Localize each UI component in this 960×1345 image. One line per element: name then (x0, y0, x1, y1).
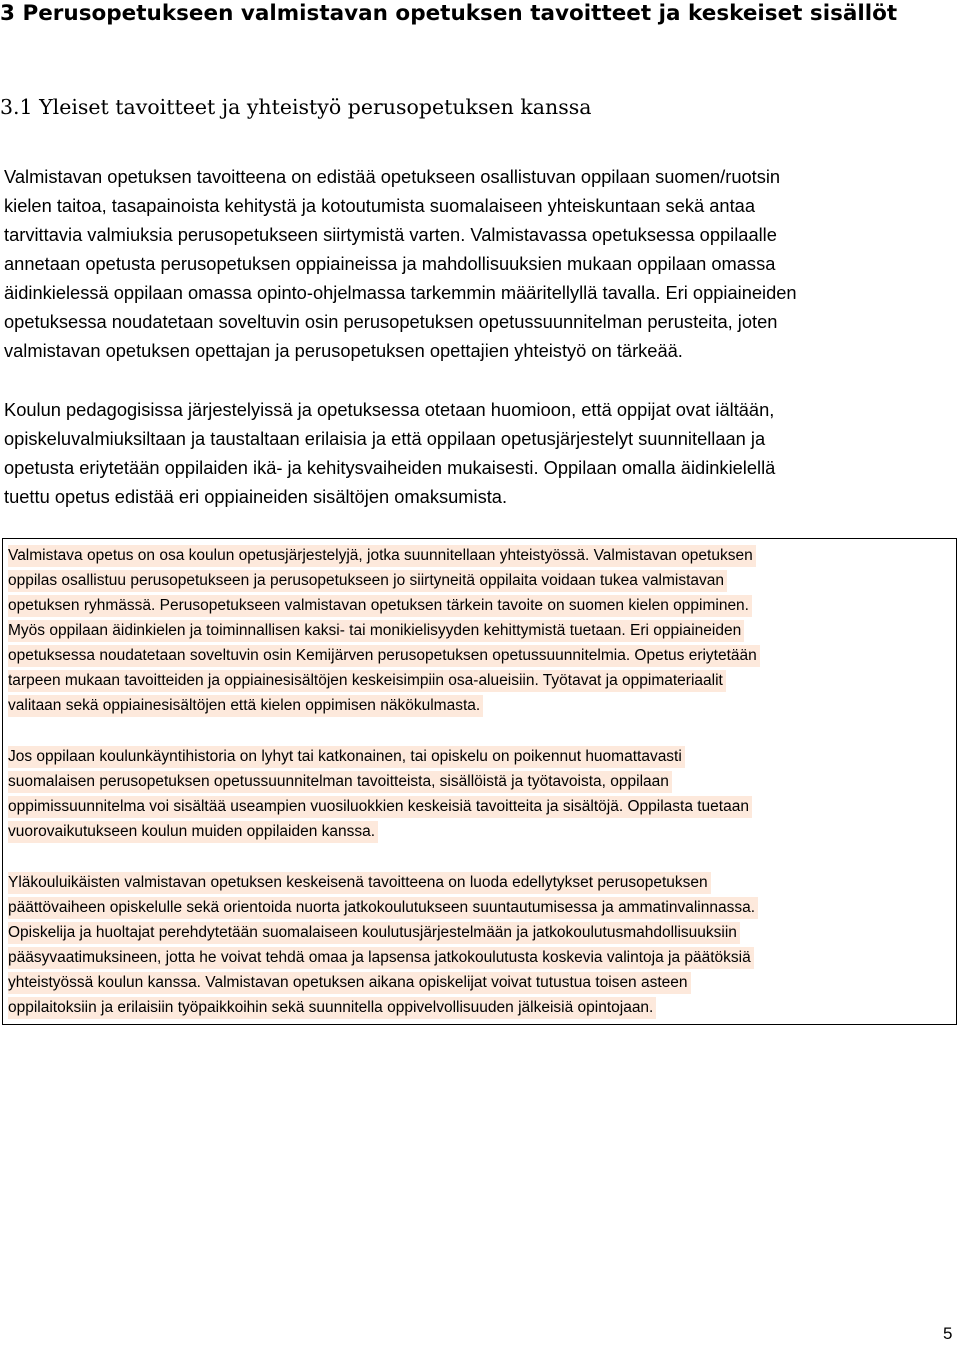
paragraph-line: äidinkielessä oppilaan omassa opinto-ohjelmassa tarkemmin määritellyllä tavalla. Eri oppiaineiden (4, 282, 797, 303)
paragraph-line: opiskeluvalmiuksiltaan ja taustaltaan erilaisia ja että oppilaan opetusjärjestelyt suunnitellaan ja (4, 428, 766, 449)
highlighted-line: valitaan sekä oppiainesisältöjen että kielen oppimisen näkökulmasta. (8, 695, 483, 717)
highlighted-line: Jos oppilaan koulunkäyntihistoria on lyhyt tai katkonainen, tai opiskelu on poikennut huomattavasti (8, 746, 685, 768)
paragraph-line: valmistavan opetuksen opettajan ja perusopetuksen opettajien yhteistyö on tärkeää. (4, 340, 683, 361)
page-number: 5 (943, 1324, 953, 1343)
paragraph-line: opetuksessa noudatetaan soveltuvin osin perusopetuksen opetussuunnitelman perusteita, joten (4, 311, 778, 332)
paragraph-line: Koulun pedagogisissa järjestelyissä ja opetuksessa otetaan huomioon, että oppijat ovat iältään, (4, 399, 775, 420)
paragraph-line: kielen taitoa, tasapainoista kehitystä ja kotoutumista suomalaiseen yhteiskuntaan sekä antaa (4, 195, 756, 216)
highlighted-line: Yläkouluikäisten valmistavan opetuksen keskeisenä tavoitteena on luoda edellytykset perusopetuksen (8, 872, 711, 894)
highlighted-line: Opiskelija ja huoltajat perehdytetään suomalaiseen koulutusjärjestelmään ja jatkokoulutusmahdollisuuksiin (8, 922, 740, 944)
highlighted-line: päättövaiheen opiskelulle sekä orientoida nuorta jatkokoulutukseen suuntautumisessa ja ammatinvalinnassa. (8, 897, 758, 919)
highlighted-line: yhteistyössä koulun kanssa. Valmistavan opetuksen aikana opiskelijat voivat tutustua toisen asteen (8, 972, 691, 994)
highlighted-line: pääsyvaatimuksineen, jotta he voivat tehdä omaa ja lapsensa jatkokoulutusta koskevia valintoja ja päätöksiä (8, 947, 754, 969)
highlighted-line: oppimissuunnitelma voi sisältää useampien vuosiluokkien keskeisiä tavoitteita ja sisältöjä. Oppilasta tuetaan (8, 796, 752, 818)
highlighted-line: Myös oppilaan äidinkielen ja toiminnallisen kaksi- tai monikielisyyden kehittymistä tuetaan. Eri oppiaineiden (8, 620, 744, 642)
paragraph-line: annetaan opetusta perusopetuksen oppiaineissa ja mahdollisuuksien mukaan oppilaan omassa (4, 253, 776, 274)
highlighted-line: vuorovaikutukseen koulun muiden oppilaiden kanssa. (8, 821, 378, 843)
local-curriculum-box (2, 538, 957, 1025)
highlighted-line: tarpeen mukaan tavoitteiden ja oppiainesisältöjen keskeisimpiin osa-alueisiin. Työtavat ja oppimateriaalit (8, 670, 726, 692)
paragraph-line: tarvittavia valmiuksia perusopetukseen siirtymistä varten. Valmistavassa opetuksessa oppilaalle (4, 224, 777, 245)
paragraph-line: opetusta eriytetään oppilaiden ikä- ja kehitysvaiheiden mukaisesti. Oppilaan omalla äidinkielellä (4, 457, 776, 478)
highlighted-line: Valmistava opetus on osa koulun opetusjärjestelyjä, jotka suunnitellaan yhteistyössä. Valmistavan opetuksen (8, 545, 756, 567)
highlighted-line: opetuksessa noudatetaan soveltuvin osin Kemijärven perusopetuksen opetussuunnitelmia. Opetus eriytetään (8, 645, 760, 667)
paragraph-line: Valmistavan opetuksen tavoitteena on edistää opetukseen osallistuvan oppilaan suomen/ruotsin (4, 166, 781, 187)
highlighted-line: oppilas osallistuu perusopetukseen ja perusopetukseen jo siirtyneitä oppilaita voidaan tukea valmistavan (8, 570, 727, 592)
paragraph-line: tuettu opetus edistää eri oppiaineiden sisältöjen omaksumista. (4, 486, 508, 507)
section-heading: 3 Perusopetukseen valmistavan opetuksen tavoitteet ja keskeiset sisällöt (0, 1, 898, 26)
highlighted-line: suomalaisen perusopetuksen opetussuunnitelman tavoitteista, sisällöistä ja työtavoista, oppilaan (8, 771, 672, 793)
highlighted-line: opetuksen ryhmässä. Perusopetukseen valmistavan opetuksen tärkein tavoite on suomen kielen oppiminen. (8, 595, 752, 617)
subsection-heading: 3.1 Yleiset tavoitteet ja yhteistyö perusopetuksen kanssa (0, 95, 592, 119)
highlighted-line: oppilaitoksiin ja erilaisiin työpaikkoihin sekä suunnitella oppivelvollisuuden jälkeisiä opintojaan. (8, 997, 656, 1019)
